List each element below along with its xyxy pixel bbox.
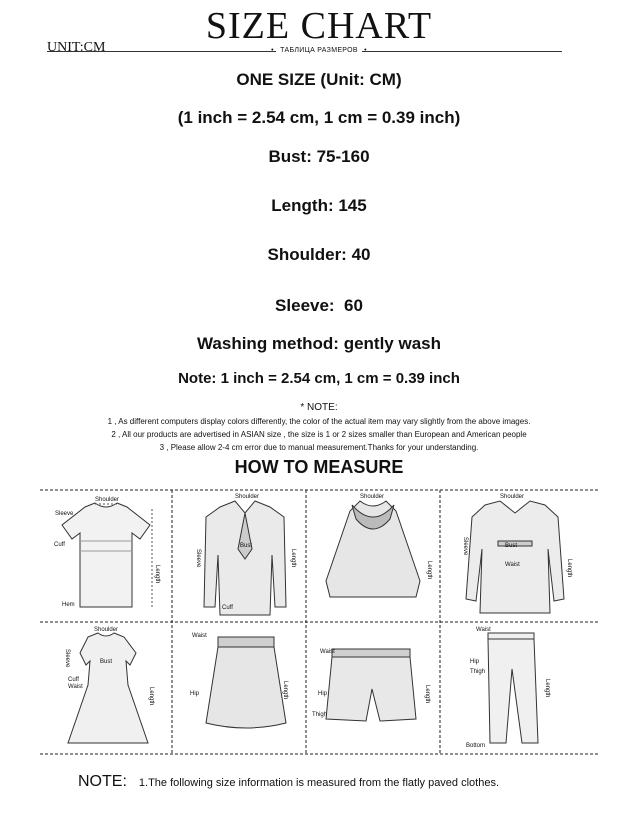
footer-note-label: NOTE: <box>78 773 127 790</box>
svg-text:Length: Length <box>154 565 160 584</box>
svg-text:Bust: Bust <box>100 659 113 665</box>
svg-text:Thigh: Thigh <box>312 712 328 718</box>
svg-text:Length: Length <box>148 687 154 706</box>
svg-text:Sleeve: Sleeve <box>55 511 74 517</box>
svg-text:Length: Length <box>566 559 572 578</box>
svg-text:Hip: Hip <box>190 691 200 697</box>
svg-text:Cuff: Cuff <box>222 605 233 611</box>
svg-text:Length: Length <box>282 681 288 700</box>
svg-text:Cuff: Cuff <box>68 677 79 683</box>
svg-text:Waist: Waist <box>505 562 520 568</box>
svg-text:Sleeve: Sleeve <box>64 649 70 668</box>
svg-text:Shoulder: Shoulder <box>360 494 385 500</box>
spec-conversion: (1 inch = 2.54 cm, 1 cm = 0.39 inch) <box>177 108 461 127</box>
svg-text:Bust: Bust <box>240 543 253 549</box>
svg-text:Shoulder: Shoulder <box>94 627 119 633</box>
footer-note <box>78 773 499 791</box>
note-item-2: 2 , All our products are advertised in ASIAN size , the size is 1 or 2 sizes smaller than European and American people <box>111 430 527 439</box>
notes-heading: * NOTE: <box>300 402 338 413</box>
spec-shoulder: Shoulder: 40 <box>267 245 371 264</box>
spec-size: ONE SIZE (Unit: CM) <box>236 70 402 89</box>
note-item-1: 1 , As different computers display colors differently, the color of the actual item may vary slightly from the above images. <box>107 417 531 426</box>
svg-text:Hem: Hem <box>62 602 75 608</box>
svg-text:Sleeve: Sleeve <box>462 537 468 556</box>
how-to-measure-title: HOW TO MEASURE <box>234 457 404 477</box>
cape-diagram <box>326 501 420 597</box>
spec-sleeve: Sleeve: 60 <box>275 296 363 315</box>
svg-text:Shoulder: Shoulder <box>95 497 120 503</box>
measure-diagram-grid <box>40 489 598 755</box>
svg-text:Length: Length <box>290 549 296 568</box>
svg-text:Thigh: Thigh <box>470 669 486 675</box>
svg-text:Length: Length <box>544 679 550 698</box>
svg-text:Length: Length <box>424 685 430 704</box>
svg-text:Bust: Bust <box>505 543 518 549</box>
spec-note: Note: 1 inch = 2.54 cm, 1 cm = 0.39 inch <box>178 370 460 387</box>
svg-text:Waist: Waist <box>192 633 207 639</box>
svg-text:Shoulder: Shoulder <box>235 494 260 500</box>
spec-length: Length: 145 <box>271 196 367 215</box>
svg-text:Bottom: Bottom <box>466 743 486 749</box>
svg-text:Sleeve: Sleeve <box>195 549 201 568</box>
svg-text:Shoulder: Shoulder <box>500 494 525 500</box>
svg-text:Waist: Waist <box>476 627 491 633</box>
spec-washing: Washing method: gently wash <box>197 334 441 353</box>
subtitle: • ТАБЛИЦА РАЗМЕРОВ • <box>271 47 367 54</box>
skirt-diagram <box>206 637 286 728</box>
svg-text:Hip: Hip <box>470 659 480 665</box>
footer-note-text: 1.The following size information is measured from the flatly paved clothes. <box>138 777 500 789</box>
coat-diagram <box>466 501 564 613</box>
spec-bust: Bust: 75-160 <box>268 147 370 166</box>
unit-label: UNIT:CM <box>47 40 106 55</box>
svg-text:Hip: Hip <box>318 691 328 697</box>
svg-text:Cuff: Cuff <box>54 542 65 548</box>
svg-text:Length: Length <box>426 561 432 580</box>
shorts-diagram <box>326 649 416 721</box>
page-title: SIZE CHART <box>205 5 433 47</box>
tshirt-diagram <box>62 503 150 607</box>
svg-text:Waist: Waist <box>68 684 83 690</box>
svg-text:Waist: Waist <box>320 649 335 655</box>
blazer-diagram <box>204 501 286 615</box>
subtitle-text: ТАБЛИЦА РАЗМЕРОВ <box>276 47 362 54</box>
pants-diagram <box>488 633 538 743</box>
note-item-3: 3 , Please allow 2-4 cm error due to manual measurement.Thanks for your understanding. <box>159 443 479 452</box>
